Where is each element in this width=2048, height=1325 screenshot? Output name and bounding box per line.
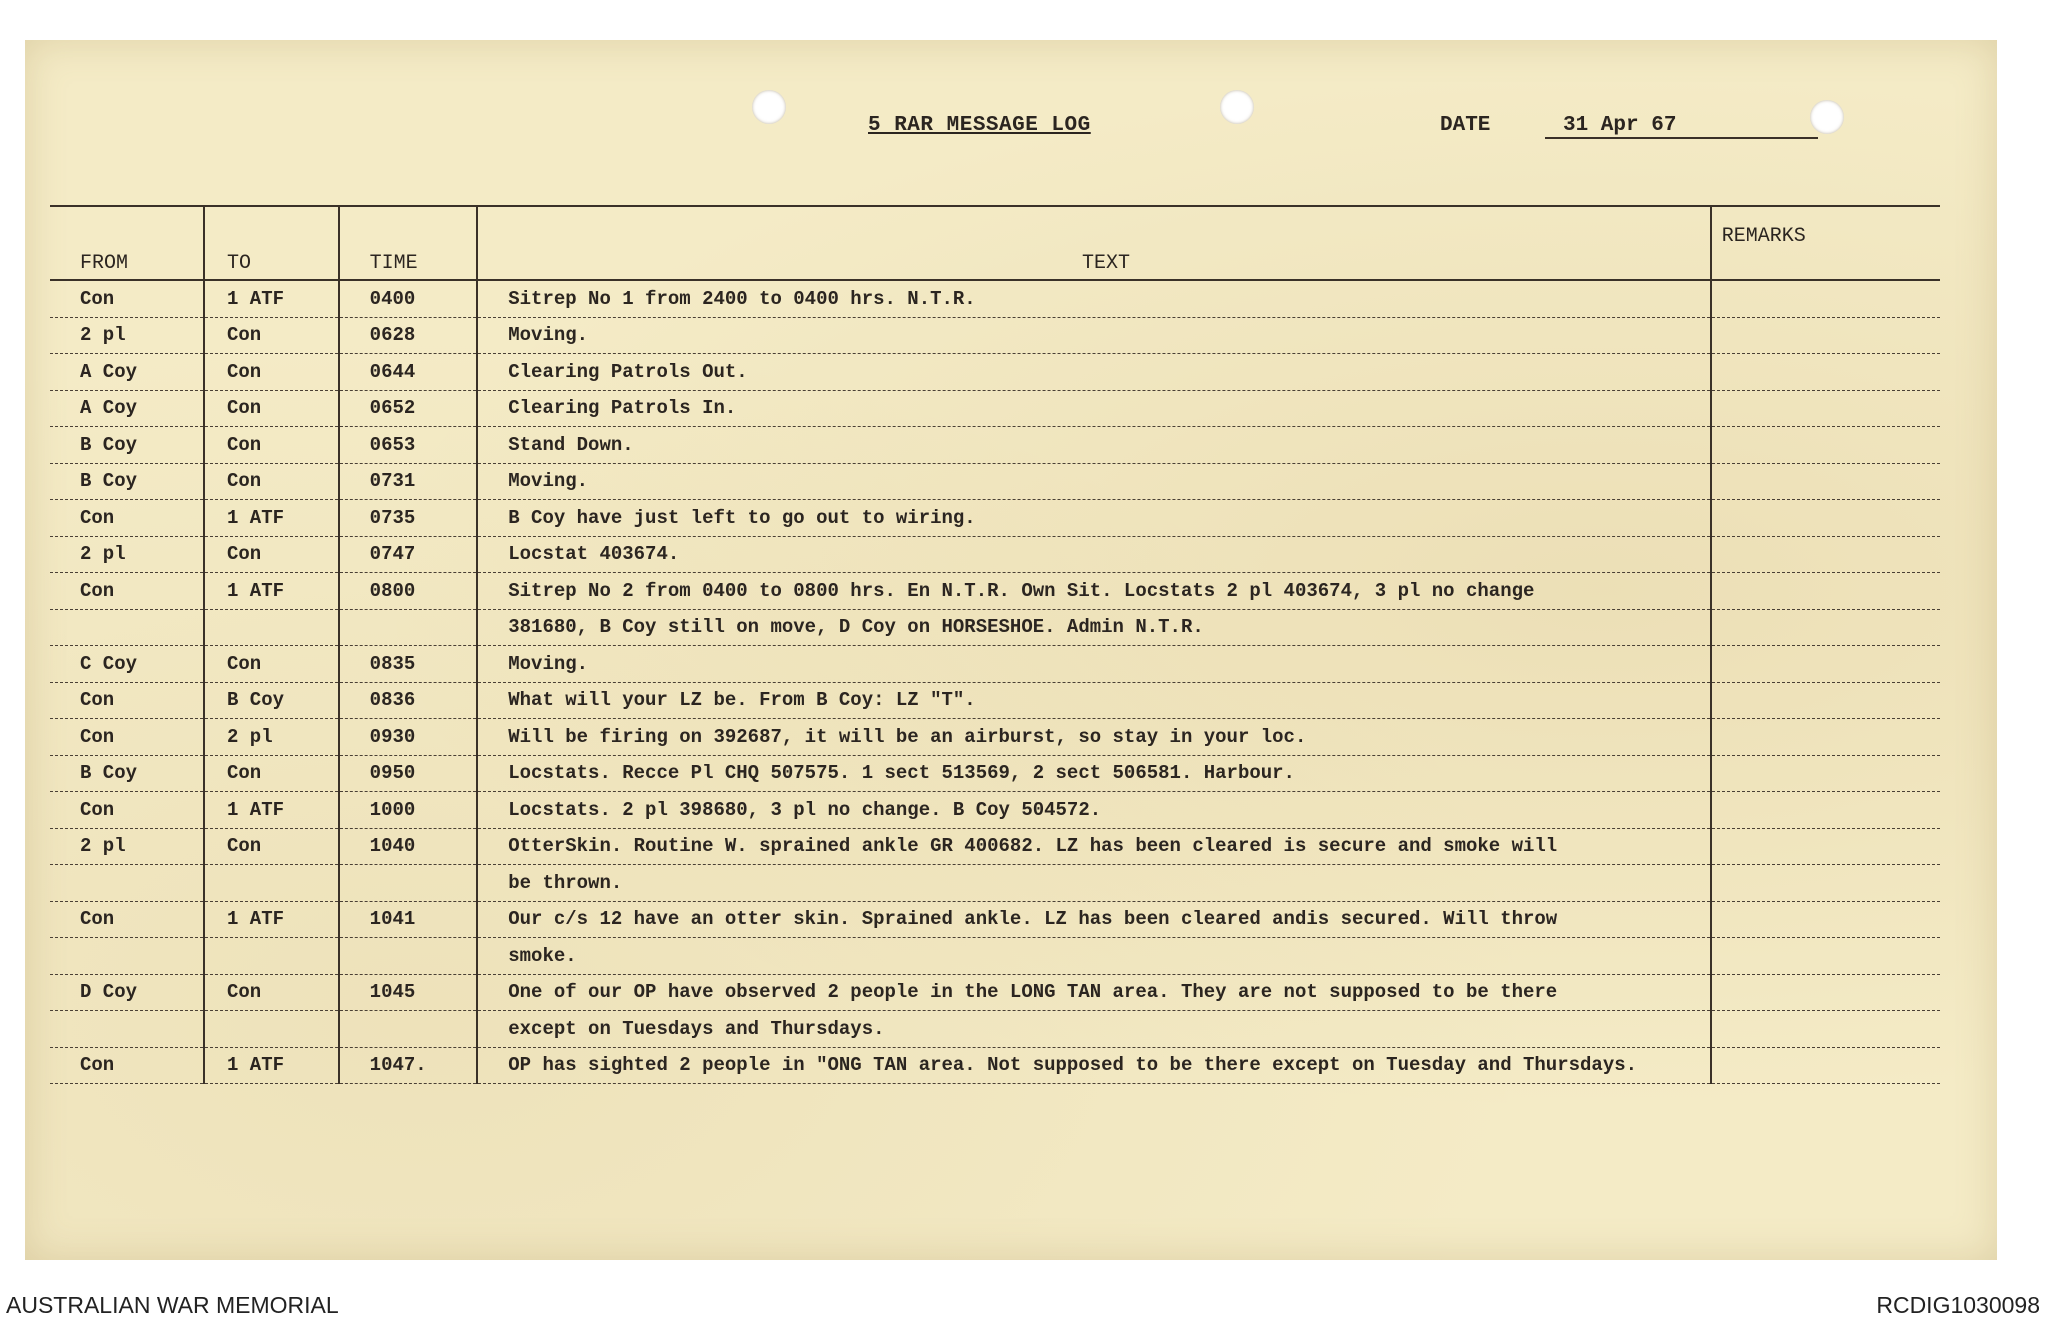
table-row <box>50 390 1940 427</box>
cell-time: 0836 <box>339 682 478 719</box>
cell-from: D Coy <box>50 974 204 1011</box>
cell-time <box>339 938 478 975</box>
table-row <box>50 317 1940 354</box>
table-row <box>50 536 1940 573</box>
cell-remarks <box>1711 719 1940 756</box>
cell-time <box>339 1011 478 1048</box>
cell-text: Locstats. 2 pl 398680, 3 pl no change. B Coy 504572. <box>477 792 1711 829</box>
cell-to: 1 ATF <box>204 500 339 537</box>
cell-from: Con <box>50 901 204 938</box>
cell-time: 0930 <box>339 719 478 756</box>
cell-text: be thrown. <box>477 865 1711 902</box>
cell-from: Con <box>50 1047 204 1084</box>
cell-text: smoke. <box>477 938 1711 975</box>
table-row <box>50 938 1940 975</box>
cell-time <box>339 865 478 902</box>
table-header-row <box>50 206 1940 280</box>
cell-time: 0735 <box>339 500 478 537</box>
cell-from: A Coy <box>50 354 204 391</box>
cell-to: B Coy <box>204 682 339 719</box>
cell-to <box>204 938 339 975</box>
cell-remarks <box>1711 280 1940 317</box>
cell-text: What will your LZ be. From B Coy: LZ "T". <box>477 682 1711 719</box>
cell-from: Con <box>50 280 204 317</box>
cell-time: 1047. <box>339 1047 478 1084</box>
cell-to: Con <box>204 390 339 427</box>
cell-time: 0652 <box>339 390 478 427</box>
table-row <box>50 609 1940 646</box>
table-row <box>50 354 1940 391</box>
table-row <box>50 901 1940 938</box>
cell-remarks <box>1711 974 1940 1011</box>
table-row <box>50 463 1940 500</box>
cell-text: B Coy have just left to go out to wiring. <box>477 500 1711 537</box>
cell-time: 1045 <box>339 974 478 1011</box>
footer-identifier: RCDIG1030098 <box>1876 1292 2040 1318</box>
cell-remarks <box>1711 646 1940 683</box>
cell-from: B Coy <box>50 427 204 464</box>
cell-text: Stand Down. <box>477 427 1711 464</box>
cell-to: 1 ATF <box>204 573 339 610</box>
cell-time: 0628 <box>339 317 478 354</box>
cell-from <box>50 1011 204 1048</box>
cell-from: 2 pl <box>50 536 204 573</box>
cell-to: Con <box>204 646 339 683</box>
cell-text: Sitrep No 1 from 2400 to 0400 hrs. N.T.R. <box>477 280 1711 317</box>
cell-text: Locstats. Recce Pl CHQ 507575. 1 sect 513569, 2 sect 506581. Harbour. <box>477 755 1711 792</box>
cell-to <box>204 865 339 902</box>
table-row <box>50 865 1940 902</box>
cell-from: Con <box>50 682 204 719</box>
cell-time: 0731 <box>339 463 478 500</box>
table-row <box>50 974 1940 1011</box>
cell-from <box>50 865 204 902</box>
cell-time: 0644 <box>339 354 478 391</box>
cell-text: Will be firing on 392687, it will be an airburst, so stay in your loc. <box>477 719 1711 756</box>
table-row <box>50 573 1940 610</box>
cell-remarks <box>1711 792 1940 829</box>
table-row <box>50 682 1940 719</box>
column-header-time: TIME <box>339 206 478 280</box>
cell-to: Con <box>204 427 339 464</box>
cell-time: 0653 <box>339 427 478 464</box>
cell-to: Con <box>204 463 339 500</box>
table-row <box>50 1047 1940 1084</box>
cell-from: B Coy <box>50 755 204 792</box>
cell-text: Clearing Patrols Out. <box>477 354 1711 391</box>
cell-to: 1 ATF <box>204 792 339 829</box>
cell-to: Con <box>204 828 339 865</box>
cell-to <box>204 609 339 646</box>
table-body <box>50 280 1940 1084</box>
cell-from: C Coy <box>50 646 204 683</box>
page-title: 5 RAR MESSAGE LOG <box>868 114 1091 137</box>
table-row <box>50 280 1940 317</box>
cell-to: Con <box>204 974 339 1011</box>
punch-hole <box>752 90 786 124</box>
cell-text: Moving. <box>477 646 1711 683</box>
cell-time: 0800 <box>339 573 478 610</box>
cell-text: One of our OP have observed 2 people in the LONG TAN area. They are not supposed to be there <box>477 974 1711 1011</box>
cell-to: 1 ATF <box>204 280 339 317</box>
cell-to: Con <box>204 317 339 354</box>
table-row <box>50 1011 1940 1048</box>
date-value: 31 Apr 67 <box>1545 114 1818 139</box>
cell-time: 1041 <box>339 901 478 938</box>
cell-text: OtterSkin. Routine W. sprained ankle GR 400682. LZ has been cleared is secure and smoke will <box>477 828 1711 865</box>
cell-from: B Coy <box>50 463 204 500</box>
cell-text: Moving. <box>477 463 1711 500</box>
cell-to: Con <box>204 536 339 573</box>
table-row <box>50 755 1940 792</box>
punch-hole <box>1220 90 1254 124</box>
cell-text: OP has sighted 2 people in "ONG TAN area. Not supposed to be there except on Tuesday and Thursdays. <box>477 1047 1711 1084</box>
cell-remarks <box>1711 354 1940 391</box>
cell-text: Clearing Patrols In. <box>477 390 1711 427</box>
column-header-remarks: REMARKS <box>1711 206 1940 280</box>
cell-from: Con <box>50 719 204 756</box>
cell-text: except on Tuesdays and Thursdays. <box>477 1011 1711 1048</box>
cell-to: 1 ATF <box>204 1047 339 1084</box>
cell-text: Our c/s 12 have an otter skin. Sprained ankle. LZ has been cleared andis secured. Will throw <box>477 901 1711 938</box>
cell-time <box>339 609 478 646</box>
cell-to <box>204 1011 339 1048</box>
cell-remarks <box>1711 500 1940 537</box>
cell-remarks <box>1711 536 1940 573</box>
cell-remarks <box>1711 828 1940 865</box>
cell-text: Moving. <box>477 317 1711 354</box>
table-row <box>50 427 1940 464</box>
table-row <box>50 719 1940 756</box>
message-log-table <box>50 205 1940 1084</box>
cell-remarks <box>1711 755 1940 792</box>
column-header-from: FROM <box>50 206 204 280</box>
cell-text: Locstat 403674. <box>477 536 1711 573</box>
date-label: DATE <box>1440 114 1491 137</box>
cell-to: Con <box>204 354 339 391</box>
cell-remarks <box>1711 938 1940 975</box>
cell-remarks <box>1711 427 1940 464</box>
cell-remarks <box>1711 317 1940 354</box>
table-row <box>50 646 1940 683</box>
cell-to: 2 pl <box>204 719 339 756</box>
cell-time: 0950 <box>339 755 478 792</box>
cell-remarks <box>1711 682 1940 719</box>
cell-text: 381680, B Coy still on move, D Coy on HORSESHOE. Admin N.T.R. <box>477 609 1711 646</box>
cell-from: Con <box>50 500 204 537</box>
cell-remarks <box>1711 463 1940 500</box>
cell-to: 1 ATF <box>204 901 339 938</box>
cell-remarks <box>1711 1047 1940 1084</box>
cell-time: 1000 <box>339 792 478 829</box>
cell-text: Sitrep No 2 from 0400 to 0800 hrs. En N.T.R. Own Sit. Locstats 2 pl 403674, 3 pl no change <box>477 573 1711 610</box>
cell-to: Con <box>204 755 339 792</box>
cell-remarks <box>1711 573 1940 610</box>
column-header-text: TEXT <box>477 206 1711 280</box>
cell-remarks <box>1711 390 1940 427</box>
footer-credit: AUSTRALIAN WAR MEMORIAL <box>6 1292 339 1318</box>
column-header-to: TO <box>204 206 339 280</box>
cell-from <box>50 938 204 975</box>
cell-from <box>50 609 204 646</box>
cell-remarks <box>1711 901 1940 938</box>
cell-time: 0835 <box>339 646 478 683</box>
cell-from: 2 pl <box>50 828 204 865</box>
cell-remarks <box>1711 609 1940 646</box>
cell-from: A Coy <box>50 390 204 427</box>
cell-from: 2 pl <box>50 317 204 354</box>
cell-remarks <box>1711 865 1940 902</box>
cell-time: 1040 <box>339 828 478 865</box>
cell-time: 0400 <box>339 280 478 317</box>
table-row <box>50 792 1940 829</box>
cell-remarks <box>1711 1011 1940 1048</box>
cell-time: 0747 <box>339 536 478 573</box>
cell-from: Con <box>50 792 204 829</box>
cell-from: Con <box>50 573 204 610</box>
table-row <box>50 828 1940 865</box>
table-row <box>50 500 1940 537</box>
